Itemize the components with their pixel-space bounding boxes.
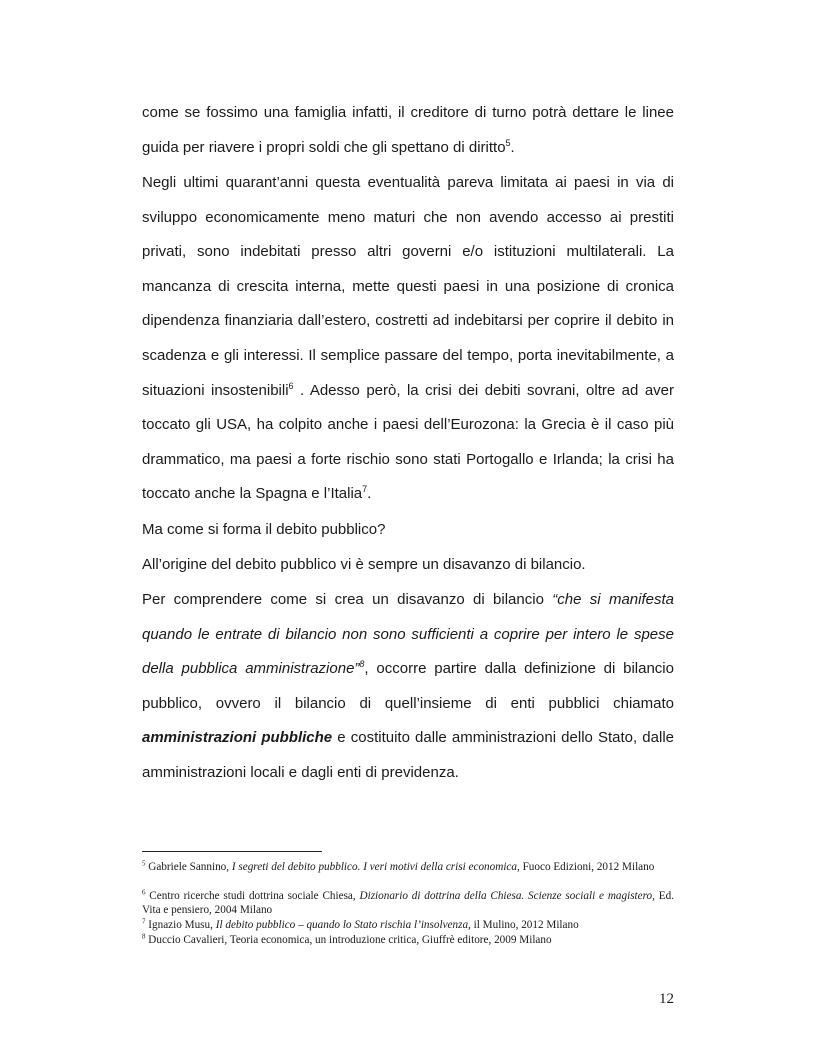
paragraph-end: . bbox=[510, 138, 515, 156]
paragraph-text: . Adesso però, la crisi dei debiti sovrani, oltre ad aver toccato gli USA, ha colpito anche i paesi dell’Eurozona: la Grecia è il caso più drammatico, ma paesi a forte rischio sono stati Portogallo e Irlanda; la crisi ha toccato anche la Spagna e l’Italia bbox=[142, 381, 674, 503]
paragraph-2 bbox=[142, 166, 674, 512]
paragraph-text: Per comprendere come si crea un disavanzo di bilancio bbox=[142, 591, 553, 608]
footnote-title: I segreti del debito pubblico. I veri motivi della crisi economica, bbox=[231, 861, 520, 873]
footnote-5 bbox=[142, 860, 674, 874]
paragraph-text: , occorre partire dalla definizione di bilancio pubblico, ovvero il bilancio di quell’insieme di enti pubblici chiamato bbox=[142, 660, 674, 712]
page-number: 12 bbox=[659, 991, 674, 1007]
paragraph-text: Negli ultimi quarant’anni questa eventualità pareva limitata ai paesi in via di sviluppo economicamente meno maturi che non avendo accesso ai prestiti privati, sono indebitati presso altri governi e/o istituzioni multilaterali. La mancanza di crescita interna, mette questi paesi in una posizione di cronica dipendenza finanziaria dall’estero, costretti ad indebitarsi per coprire il debito in scadenza e gli interessi. Il semplice passare del tempo, porta inevitabilmente, a situazioni insostenibili bbox=[142, 174, 674, 399]
footnote-separator bbox=[142, 851, 322, 852]
paragraph-1 bbox=[142, 96, 674, 165]
footnote-ref-5[interactable]: 5 bbox=[505, 137, 511, 148]
footnote-text: Centro ricerche studi dottrina sociale Chiesa, bbox=[145, 890, 360, 902]
paragraph-3: Ma come si forma il debito pubblico? bbox=[142, 521, 386, 538]
paragraph-4: All’origine del debito pubblico vi è sempre un disavanzo di bilancio. bbox=[142, 556, 586, 573]
footnote-8 bbox=[142, 933, 674, 947]
paragraph-end: . bbox=[367, 485, 372, 503]
quotation: “che si manifesta quando le entrate di bilancio non sono sufficienti a coprire per intero le spese della pubblica amministrazione” bbox=[142, 591, 674, 678]
footnote-title: Dizionario di dottrina della Chiesa. Scienze sociali e magistero, bbox=[359, 890, 655, 902]
paragraph-5 bbox=[142, 583, 674, 791]
footnote-text: Gabriele Sannino, bbox=[145, 861, 232, 873]
paragraph-text: come se fossimo una famiglia infatti, il creditore di turno potrà dettare le linee guida per riavere i propri soldi che gli spettano di diritto bbox=[142, 104, 674, 156]
footnote-number: 5 bbox=[142, 859, 146, 868]
footnote-text: Ed. Vita e pensiero, 2004 Milano bbox=[142, 890, 674, 916]
footnote-number: 8 bbox=[142, 932, 146, 941]
paragraph-text: e costituito dalle amministrazioni dello Stato, dalle amministrazioni locali e dagli enti di previdenza. bbox=[142, 729, 674, 781]
footnote-text: Duccio Cavalieri, Teoria economica, un introduzione critica, Giuffrè editore, 2009 Milano bbox=[145, 934, 552, 946]
footnote-text: Ignazio Musu, bbox=[145, 919, 216, 931]
footnote-ref-7[interactable]: 7 bbox=[362, 484, 368, 495]
footnote-7 bbox=[142, 918, 674, 932]
footnote-text: il Mulino, 2012 Milano bbox=[470, 919, 579, 931]
footnote-title: Il debito pubblico – quando lo Stato rischia l’insolvenza, bbox=[215, 919, 471, 931]
footnote-6 bbox=[142, 889, 674, 917]
footnote-number: 6 bbox=[142, 888, 146, 897]
footnote-text: Fuoco Edizioni, 2012 Milano bbox=[519, 861, 655, 873]
emphasis-term: amministrazioni pubbliche bbox=[142, 729, 333, 747]
footnote-ref-6[interactable]: 6 bbox=[288, 380, 294, 391]
footnote-ref-8[interactable]: 8 bbox=[359, 659, 365, 670]
footnote-number: 7 bbox=[142, 917, 146, 926]
